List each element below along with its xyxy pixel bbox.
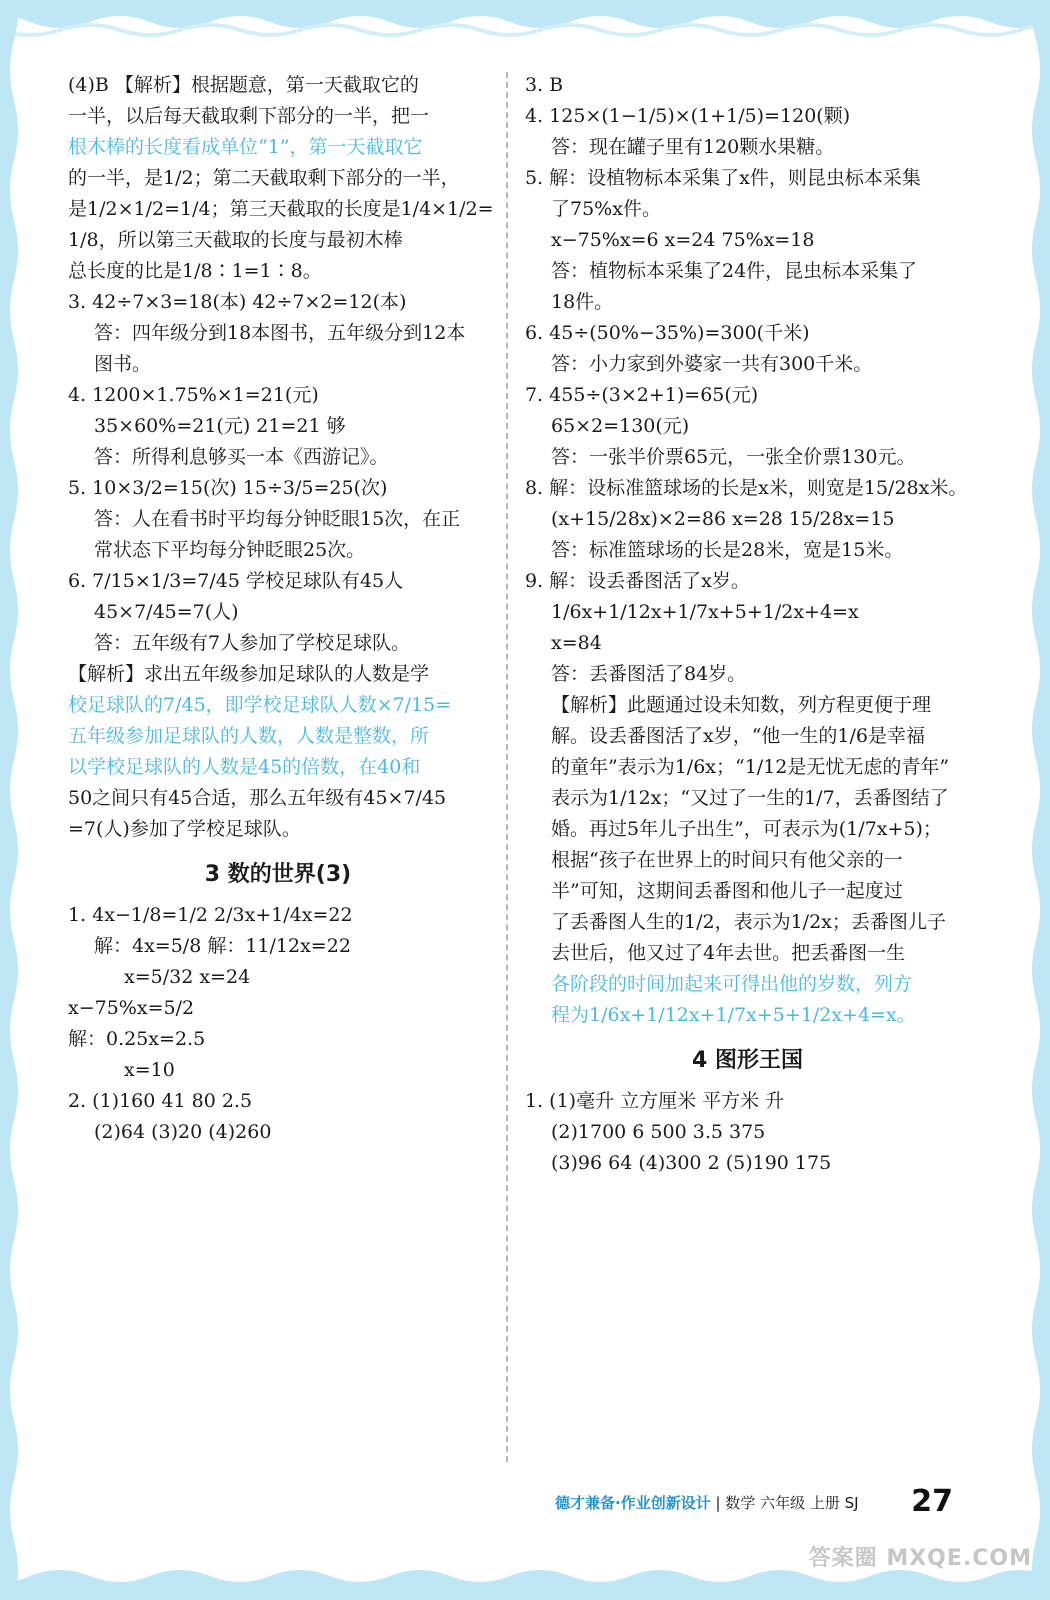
answer-4: 4. 125×(1−1/5)×(1+1/5)=120(颗) <box>525 105 851 127</box>
analysis-line: 半”可知，这期间丢番图和他儿子一起度过 <box>551 880 903 902</box>
footer-brand: 德才兼备·作业创新设计 <box>555 1494 711 1512</box>
text-line: 的一半，是1/2；第二天截取剩下部分的一半， <box>68 167 460 189</box>
section-3-title: 3 数的世界(3) <box>204 862 352 887</box>
text-line: x=84 <box>551 632 602 654</box>
analysis-line: 程为1/6x+1/12x+1/7x+5+1/2x+4=x。 <box>551 1004 916 1026</box>
text-line: 常状态下平均每分钟眨眼25次。 <box>94 539 366 561</box>
text-line: 答：一张半价票65元，一张全价票130元。 <box>551 446 916 468</box>
text-line: 是1/2×1/2=1/4；第三天截取的长度是1/4×1/2= <box>68 198 494 220</box>
text-line: 了75%x件。 <box>551 198 661 220</box>
sec3-line: 1. 4x−1/8=1/2 2/3x+1/4x=22 <box>68 904 353 926</box>
answer-6: 6. 7/15×1/3=7/45 学校足球队有45人 <box>68 570 404 592</box>
text-line: 答：人在看书时平均每分钟眨眼15次，在正 <box>94 508 461 530</box>
text-line: 1/8，所以第三天截取的长度与最初木棒 <box>68 229 403 251</box>
analysis-line: 的童年”表示为1/6x；“1/12是无忧无虑的青年” <box>551 756 950 778</box>
text-line: 根木棒的长度看成单位“1”，第一天截取它 <box>68 136 423 158</box>
text-line: 35×60%=21(元) 21=21 够 <box>94 415 346 437</box>
left-column <box>68 70 494 1148</box>
answer-3: 3. 42÷7×3=18(本) 42÷7×2=12(本) <box>68 291 407 313</box>
text-line: 答：现在罐子里有120颗水果糖。 <box>551 136 835 158</box>
text-line: 答：植物标本采集了24件，昆虫标本采集了 <box>551 260 918 282</box>
analysis-line: 去世后，他又过了4年去世。把丢番图一生 <box>551 942 906 964</box>
analysis-line: 校足球队的7/45，即学校足球队人数×7/15= <box>68 694 452 716</box>
analysis-line: 以学校足球队的人数是45的倍数，在40和 <box>68 756 421 778</box>
analysis-line: 表示为1/12x；“又过了一生的1/7，丢番图结了 <box>551 787 949 809</box>
analysis-line: 【解析】求出五年级参加足球队的人数是学 <box>68 663 430 685</box>
analysis-line: 解。设丢番图活了x岁，“他一生的1/6是幸福 <box>551 725 926 747</box>
sec3-line: 解：4x=5/8 解：11/12x=22 <box>94 935 351 957</box>
text-line: 图书。 <box>94 353 152 375</box>
section-4-title: 4 图形王国 <box>692 1048 803 1073</box>
text-line: (4)B 【解析】根据题意，第一天截取它的 <box>68 74 419 96</box>
text-line: 18件。 <box>551 291 614 313</box>
sec3-line: 解：0.25x=2.5 <box>68 1028 206 1050</box>
sec3-line: (2)64 (3)20 (4)260 <box>94 1121 272 1143</box>
analysis-line: 根据“孩子在世界上的时间只有他父亲的一 <box>551 849 903 871</box>
text-line: 答：小力家到外婆家一共有300千米。 <box>551 353 873 375</box>
top-wave-border <box>0 0 1050 60</box>
analysis-line: 婚。再过5年儿子出生”，可表示为(1/7x+5)； <box>551 818 942 840</box>
text-line: x−75%x=6 x=24 75%x=18 <box>551 229 815 251</box>
sec3-line: x=5/32 x=24 <box>124 966 251 988</box>
answer-7: 7. 455÷(3×2+1)=65(元) <box>525 384 759 406</box>
sec4-line: (3)96 64 (4)300 2 (5)190 175 <box>551 1152 832 1174</box>
answer-5: 5. 解：设植物标本采集了x件，则昆虫标本采集 <box>525 167 921 189</box>
analysis-line: 了丢番图人生的1/2，表示为1/2x；丢番图儿子 <box>551 911 946 933</box>
right-column <box>525 70 970 1179</box>
text-line: 65×2=130(元) <box>551 415 690 437</box>
sec3-line: x−75%x=5/2 <box>68 997 195 1019</box>
right-wave-border <box>1020 0 1050 1600</box>
answer-9: 9. 解：设丢番图活了x岁。 <box>525 570 750 592</box>
text-line: 答：标准篮球场的长是28米，宽是15米。 <box>551 539 904 561</box>
text-line: 一半，以后每天截取剩下部分的一半，把一 <box>68 105 430 127</box>
text-line: 总长度的比是1/8∶1=1∶8。 <box>68 260 322 282</box>
column-divider <box>506 72 508 1462</box>
text-line: 答：五年级有7人参加了学校足球队。 <box>94 632 411 654</box>
page-number: 27 <box>911 1484 953 1519</box>
page-footer <box>555 1484 995 1524</box>
analysis-line: =7(人)参加了学校足球队。 <box>68 818 301 840</box>
answer-4: 4. 1200×1.75%×1=21(元) <box>68 384 319 406</box>
text-line: 答：四年级分到18本图书，五年级分到12本 <box>94 322 466 344</box>
answer-5: 5. 10×3/2=15(次) 15÷3/5=25(次) <box>68 477 388 499</box>
analysis-line: 五年级参加足球队的人数，人数是整数，所 <box>68 725 430 747</box>
analysis-line: 【解析】此题通过设未知数，列方程更便于理 <box>551 694 932 716</box>
answer-6: 6. 45÷(50%−35%)=300(千米) <box>525 322 810 344</box>
analysis-line: 50之间只有45合适，那么五年级有45×7/45 <box>68 787 447 809</box>
left-wave-border <box>0 0 30 1600</box>
text-line: 答：丢番图活了84岁。 <box>551 663 747 685</box>
watermark-logo: 答案圈 MXQE.COM <box>808 1546 1032 1571</box>
sec4-line: (2)1700 6 500 3.5 375 <box>551 1121 766 1143</box>
sec3-line: x=10 <box>124 1059 175 1081</box>
text-line: 答：所得利息够买一本《西游记》。 <box>94 446 389 468</box>
text-line: 45×7/45=7(人) <box>94 601 239 623</box>
sec4-line: 1. (1)毫升 立方厘米 平方米 升 <box>525 1090 785 1112</box>
answer-3: 3. B <box>525 74 564 96</box>
analysis-line: 各阶段的时间加起来可得出他的岁数，列方 <box>551 973 913 995</box>
sec3-line: 2. (1)160 41 80 2.5 <box>68 1090 253 1112</box>
text-line: 1/6x+1/12x+1/7x+5+1/2x+4=x <box>551 601 859 623</box>
footer-info: | 数学 六年级 上册 SJ <box>715 1494 859 1512</box>
answer-8: 8. 解：设标准篮球场的长是x米，则宽是15/28x米。 <box>525 477 968 499</box>
text-line: (x+15/28x)×2=86 x=28 15/28x=15 <box>551 508 895 530</box>
